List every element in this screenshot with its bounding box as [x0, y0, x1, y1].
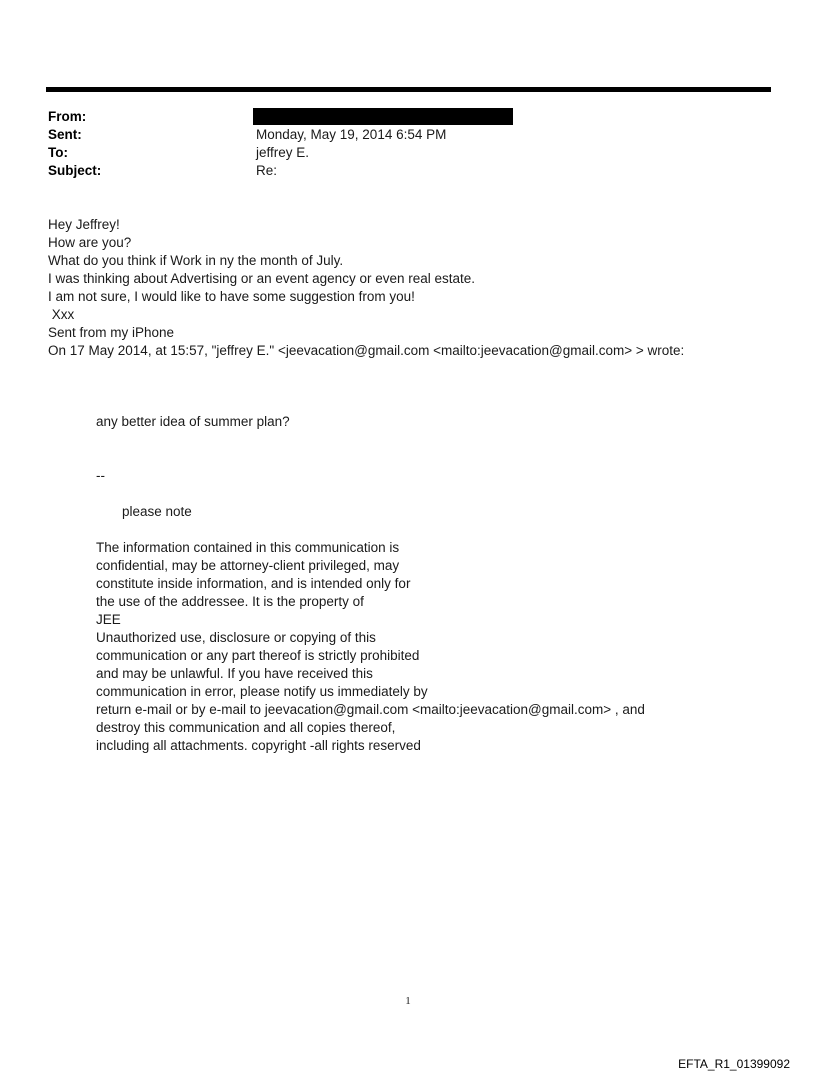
body-line: What do you think if Work in ny the month of July.: [48, 253, 344, 268]
body-line: I am not sure, I would like to have some suggestion from you!: [48, 289, 415, 304]
disclaimer-line: communication in error, please notify us immediately by: [96, 684, 428, 699]
disclaimer-line: return e-mail or by e-mail to jeevacation@gmail.com <mailto:jeevacation@gmail.com> , and: [96, 702, 645, 717]
redacted-sender: [253, 108, 513, 125]
subject-label: Subject:: [48, 163, 102, 178]
body-line: I was thinking about Advertising or an event agency or even real estate.: [48, 271, 476, 286]
signature-separator: --: [96, 468, 105, 483]
disclaimer-line: JEE: [96, 612, 121, 627]
sent-label: Sent:: [48, 127, 82, 142]
sent-value: Monday, May 19, 2014 6:54 PM: [256, 127, 447, 142]
from-label: From:: [48, 109, 87, 124]
disclaimer-line: the use of the addressee. It is the property of: [96, 594, 364, 609]
disclaimer-line: confidential, may be attorney-client privileged, may: [96, 558, 400, 573]
body-line: How are you?: [48, 235, 132, 250]
header-rule: [46, 87, 771, 92]
disclaimer-line: and may be unlawful. If you have received this: [96, 666, 373, 681]
body-line: Sent from my iPhone: [48, 325, 175, 340]
disclaimer-line: communication or any part thereof is strictly prohibited: [96, 648, 420, 663]
disclaimer-line: destroy this communication and all copies thereof,: [96, 720, 396, 735]
quoted-question: any better idea of summer plan?: [96, 414, 290, 429]
body-line: Hey Jeffrey!: [48, 217, 120, 232]
disclaimer-line: including all attachments. copyright -all rights reserved: [96, 738, 421, 753]
to-value: jeffrey E.: [256, 145, 310, 160]
bates-number: EFTA_R1_01399092: [678, 1057, 790, 1071]
body-line: Xxx: [48, 307, 75, 322]
subject-value: Re:: [256, 163, 278, 178]
note-heading: please note: [122, 504, 192, 519]
disclaimer-line: The information contained in this communication is: [96, 540, 400, 555]
disclaimer-line: constitute inside information, and is intended only for: [96, 576, 411, 591]
page-number: 1: [405, 995, 411, 1007]
reply-header-line: On 17 May 2014, at 15:57, "jeffrey E." <jeevacation@gmail.com <mailto:jeevacation@gmail.com> > wrote:: [48, 343, 685, 358]
to-label: To:: [48, 145, 68, 160]
disclaimer-line: Unauthorized use, disclosure or copying of this: [96, 630, 376, 645]
